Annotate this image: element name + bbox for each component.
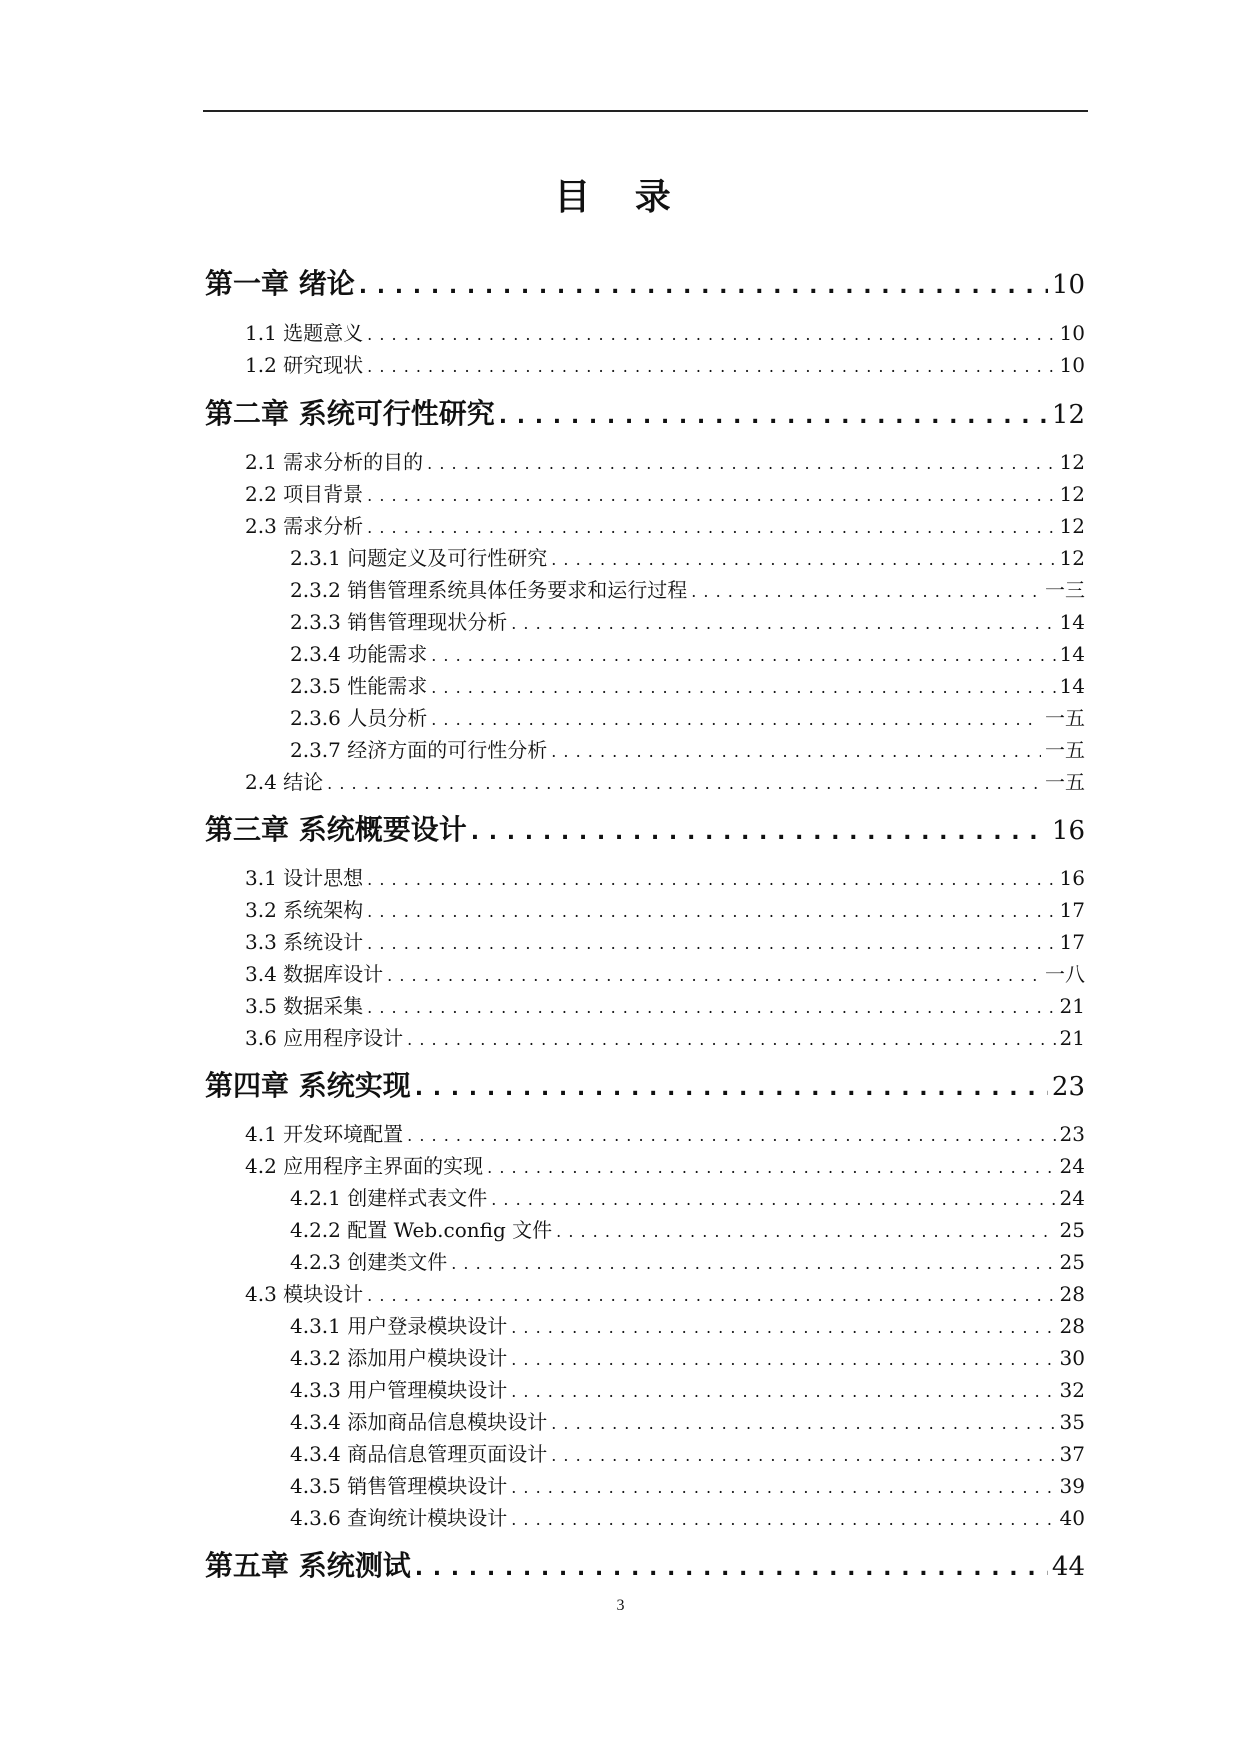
toc-entry-label: 4.2 应用程序主界面的实现	[245, 1154, 484, 1178]
toc-entry-label: 3.5 数据采集	[245, 994, 364, 1018]
toc-entry-page: 12	[1059, 546, 1085, 570]
toc-entry	[245, 446, 1085, 475]
toc-entry-page: 12	[1059, 450, 1085, 474]
toc-leader-dots	[691, 582, 1041, 601]
toc-entry-label: 2.2 项目背景	[245, 482, 364, 506]
toc-entry-page: 25	[1059, 1218, 1085, 1242]
toc-entry-page: 24	[1059, 1154, 1085, 1178]
toc-entry-label: 4.2.2 配置 Web.config 文件	[290, 1218, 553, 1242]
toc-entry-page: 21	[1059, 1026, 1085, 1050]
toc-entry	[290, 1214, 1085, 1243]
toc-entry-page: 21	[1059, 994, 1085, 1018]
toc-entry-label: 第三章 系统概要设计	[205, 813, 467, 846]
toc-entry-label: 1.1 选题意义	[245, 321, 364, 345]
toc-entry-page: 14	[1059, 642, 1085, 666]
toc-entry	[245, 1150, 1085, 1179]
toc-entry-page: 一五	[1045, 738, 1085, 762]
toc-entry-label: 2.3.3 销售管理现状分析	[290, 610, 508, 634]
toc-entry-label: 第四章 系统实现	[205, 1069, 411, 1102]
toc-entry-page: 32	[1059, 1378, 1085, 1402]
toc-leader-dots	[327, 774, 1041, 793]
toc-leader-dots	[407, 1030, 1055, 1049]
toc-leader-dots	[367, 518, 1055, 537]
toc-leader-dots	[556, 1222, 1055, 1241]
toc-leader-dots	[499, 404, 1048, 429]
toc-entry	[290, 670, 1085, 699]
toc-leader-dots	[511, 1350, 1055, 1369]
toc-leader-dots	[551, 742, 1041, 761]
toc-leader-dots	[511, 1318, 1055, 1337]
toc-entry-page: 39	[1059, 1474, 1085, 1498]
toc-entry-label: 2.4 结论	[245, 770, 324, 794]
toc-entry-page: 12	[1059, 514, 1085, 538]
toc-leader-dots	[551, 550, 1055, 569]
toc-leader-dots	[511, 1510, 1055, 1529]
toc-entry-page: 17	[1059, 930, 1085, 954]
toc-leader-dots	[407, 1126, 1055, 1145]
toc-entry-label: 4.3 模块设计	[245, 1282, 364, 1306]
toc-entry-label: 第一章 绪论	[205, 267, 355, 300]
toc-entry-label: 4.3.3 用户管理模块设计	[290, 1378, 508, 1402]
toc-entry-label: 4.3.4 商品信息管理页面设计	[290, 1442, 548, 1466]
toc-entry	[290, 1246, 1085, 1275]
toc-entry-label: 2.3.7 经济方面的可行性分析	[290, 738, 548, 762]
toc-entry	[290, 702, 1085, 731]
toc-entry-label: 2.3.1 问题定义及可行性研究	[290, 546, 548, 570]
toc-entry	[245, 317, 1085, 346]
toc-entry-page: 35	[1059, 1410, 1085, 1434]
toc-entry	[290, 606, 1085, 635]
toc-leader-dots	[431, 646, 1055, 665]
toc-leader-dots	[551, 1414, 1055, 1433]
toc-entry-page: 28	[1059, 1314, 1085, 1338]
toc-entry-label: 4.3.5 销售管理模块设计	[290, 1474, 508, 1498]
toc-entry	[245, 766, 1085, 795]
toc-entry-page: 一三	[1045, 578, 1085, 602]
toc-entry-label: 4.3.4 添加商品信息模块设计	[290, 1410, 548, 1434]
toc-entry	[245, 894, 1085, 923]
toc-entry	[245, 1118, 1085, 1147]
toc-entry-page: 10	[1051, 270, 1085, 300]
toc-entry-page: 12	[1059, 482, 1085, 506]
toc-leader-dots	[511, 1382, 1055, 1401]
toc-leader-dots	[491, 1190, 1055, 1209]
toc-entry-page: 12	[1051, 400, 1085, 430]
toc-entry-page: 14	[1059, 610, 1085, 634]
toc-leader-dots	[387, 966, 1041, 985]
toc-leader-dots	[487, 1158, 1055, 1177]
toc-entry-page: 16	[1059, 866, 1085, 890]
toc-entry-label: 4.3.1 用户登录模块设计	[290, 1314, 508, 1338]
toc-entry	[290, 1182, 1085, 1211]
toc-entry	[290, 1374, 1085, 1403]
toc-entry-label: 1.2 研究现状	[245, 353, 364, 377]
toc-entry	[290, 1310, 1085, 1339]
toc-entry-label: 2.3 需求分析	[245, 514, 364, 538]
toc-entry-page: 37	[1059, 1442, 1085, 1466]
toc-entry-label: 2.3.5 性能需求	[290, 674, 428, 698]
toc-leader-dots	[511, 1478, 1055, 1497]
toc-leader-dots	[367, 870, 1055, 889]
toc-entry	[245, 478, 1085, 507]
toc-entry	[290, 1502, 1085, 1531]
toc-leader-dots	[367, 998, 1055, 1017]
toc-leader-dots	[431, 678, 1055, 697]
toc-leader-dots	[367, 357, 1055, 376]
toc-entry-label: 4.3.6 查询统计模块设计	[290, 1506, 508, 1530]
toc-entry-page: 44	[1051, 1552, 1085, 1582]
toc-entry	[290, 542, 1085, 571]
toc-leader-dots	[431, 710, 1041, 729]
toc-entry-label: 3.3 系统设计	[245, 930, 364, 954]
toc-entry-label: 2.3.6 人员分析	[290, 706, 428, 730]
toc-leader-dots	[471, 820, 1048, 845]
toc-entry-page: 10	[1059, 353, 1085, 377]
toc-leader-dots	[451, 1254, 1055, 1273]
toc-entry-label: 3.4 数据库设计	[245, 962, 384, 986]
toc-entry	[290, 1342, 1085, 1371]
toc-leader-dots	[427, 454, 1055, 473]
toc-entry	[205, 392, 1085, 432]
toc-leader-dots	[367, 1286, 1055, 1305]
toc-entry-page: 17	[1059, 898, 1085, 922]
toc-entry-page: 25	[1059, 1250, 1085, 1274]
toc-leader-dots	[367, 486, 1055, 505]
toc-entry-page: 23	[1051, 1072, 1085, 1102]
toc-leader-dots	[551, 1446, 1055, 1465]
page-number: 3	[616, 1597, 625, 1614]
toc-entry	[245, 926, 1085, 955]
toc-leader-dots	[511, 614, 1055, 633]
toc-entry-label: 2.3.2 销售管理系统具体任务要求和运行过程	[290, 578, 688, 602]
toc-entry-label: 第二章 系统可行性研究	[205, 397, 495, 430]
toc-entry-label: 4.3.2 添加用户模块设计	[290, 1346, 508, 1370]
toc-entry-page: 40	[1059, 1506, 1085, 1530]
toc-leader-dots	[415, 1076, 1048, 1101]
toc-entry	[205, 1544, 1085, 1584]
toc-leader-dots	[367, 902, 1055, 921]
page-title: 目 录	[554, 177, 687, 218]
toc-entry-label: 4.1 开发环境配置	[245, 1122, 404, 1146]
toc-entry	[205, 808, 1085, 848]
toc-entry-page: 23	[1059, 1122, 1085, 1146]
toc-entry	[290, 1470, 1085, 1499]
toc-entry	[290, 638, 1085, 667]
toc-entry-label: 3.6 应用程序设计	[245, 1026, 404, 1050]
toc-entry	[245, 349, 1085, 378]
toc-entry-label: 2.3.4 功能需求	[290, 642, 428, 666]
toc-leader-dots	[415, 1556, 1048, 1581]
toc-entry-label: 3.1 设计思想	[245, 866, 364, 890]
toc-entry-page: 14	[1059, 674, 1085, 698]
toc-entry	[205, 262, 1085, 302]
toc-entry	[290, 1406, 1085, 1435]
toc-entry	[290, 1438, 1085, 1467]
toc-entry-label: 2.1 需求分析的目的	[245, 450, 424, 474]
toc-entry	[245, 990, 1085, 1019]
toc-leader-dots	[359, 274, 1048, 299]
toc-entry-label: 第五章 系统测试	[205, 1549, 411, 1582]
toc-entry-label: 4.2.3 创建类文件	[290, 1250, 448, 1274]
toc-entry-page: 30	[1059, 1346, 1085, 1370]
toc-leader-dots	[367, 934, 1055, 953]
toc-entry-page: 一五	[1045, 770, 1085, 794]
toc-entry-label: 3.2 系统架构	[245, 898, 364, 922]
toc-entry-page: 16	[1051, 816, 1085, 846]
toc-entry	[290, 734, 1085, 763]
toc-leader-dots	[367, 325, 1055, 344]
toc-entry	[245, 862, 1085, 891]
toc-entry-page: 10	[1059, 321, 1085, 345]
toc-entry	[205, 1064, 1085, 1104]
toc-entry	[245, 1278, 1085, 1307]
toc-entry	[245, 510, 1085, 539]
toc-entry	[245, 958, 1085, 987]
toc-entry-label: 4.2.1 创建样式表文件	[290, 1186, 488, 1210]
toc-entry-page: 28	[1059, 1282, 1085, 1306]
toc-entry-page: 一八	[1045, 962, 1085, 986]
toc-entry	[245, 1022, 1085, 1051]
toc-entry	[290, 574, 1085, 603]
toc-entry-page: 一五	[1045, 706, 1085, 730]
toc-entry-page: 24	[1059, 1186, 1085, 1210]
